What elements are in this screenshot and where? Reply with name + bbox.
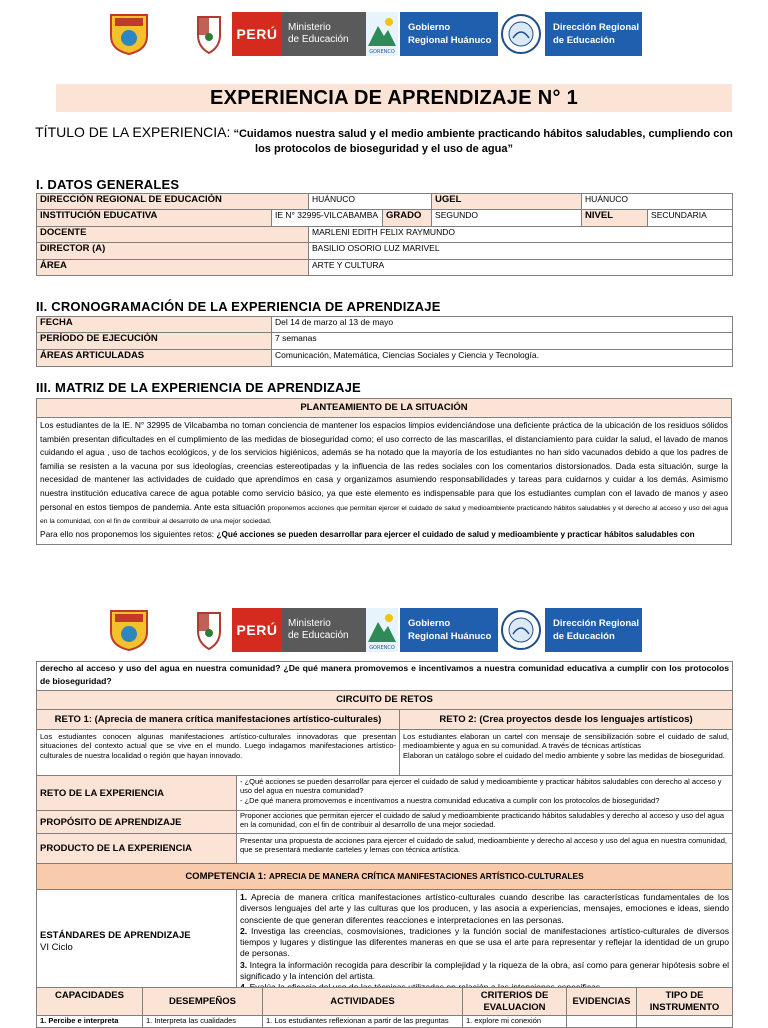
gorenco-logo bbox=[366, 12, 398, 56]
actividad-cell: 1. Los estudiantes reflexionan a partir de las preguntas bbox=[263, 1016, 463, 1028]
logo-strip-2 bbox=[0, 604, 768, 656]
estandares-label: ESTÁNDARES DE APRENDIZAJE VI Ciclo bbox=[37, 890, 237, 995]
retos-continuation: derecho al acceso y uso del agua en nuestra comunidad? ¿De qué manera promovemos e incentivamos a nuestra comunidad educativa a cumplir con los protocolos de bioseguridad? bbox=[37, 662, 733, 691]
gorenco-logo bbox=[366, 608, 398, 652]
svg-text:GORENCO: GORENCO bbox=[369, 645, 395, 651]
regional-seal-icon bbox=[501, 14, 541, 54]
capacidades-table bbox=[36, 987, 733, 1028]
gobierno-regional-logo: Gobierno Regional Huánuco bbox=[400, 12, 498, 56]
planteamiento-text: Los estudiantes de la IE. N° 32995 de Vilcabamba no toman conciencia de mantener los espacios limpios evidenciándose una deficiente práctica de la ubicación de los residuos sólidos también presentan dificultades en el cumplimiento de las medidas de bioseguridad como; el uso correcto de las mascarillas, el distanciamiento para cuidar la salud, el lavado de manos cuidando el agua , uso de tachos ecológicos, y de los servicios higiénicos, además se ha notado que la mayoría de los estudiantes no han sido vacunados debido a que los padres de familia se resisten a la vacuna por sus ideologías, creencias estereotipadas y la influencia de las redes sociales con los comentarios distorsionados. Dada esta situación, surge la necesidad de mantener las actividades de cuidado que aprendimos en casa y organizamos asumiendo responsabilidades y tareas para cuidarnos y cuidar a los demás. Asimismo nuestra institución educativa carece de agua potable como servicio básico, ya que este elemento es indispensable para que los estudiantes cumplan con el lavado de manos y aseo personal en estos tiempos de pandemia. Ante esta situación proponemos acciones que permitan ejercer el cuidado de salud y medioambiente practicando hábitos saludables y el derecho al acceso y uso del agua en la comunidad, con el fin de contribuir al desarrollo de una mejor sociedad. Para ello nos proponemos los siguientes retos: ¿Qué acciones se pueden desarrollar para ejercer el cuidado de salud y medioambiente y practicar hábitos saludables con bbox=[37, 418, 732, 545]
reto-experiencia-label: RETO DE LA EXPERIENCIA bbox=[37, 776, 237, 811]
instrumento-cell bbox=[637, 1016, 733, 1028]
cronogramacion-table: FECHA Del 14 de marzo al 13 de mayo PERÍODO DE EJECUCIÓN 7 semanas ÁREAS ARTICULADAS Comunicación, Matemática, Ciencias Sociales y Ciencia y Tecnología. bbox=[36, 316, 733, 367]
section-heading-datos: I. DATOS GENERALES bbox=[36, 177, 180, 192]
school-shield-icon bbox=[107, 608, 151, 652]
logo-strip bbox=[0, 8, 768, 60]
reto-2-header: RETO 2: (Crea proyectos desde los lenguajes artísticos) bbox=[400, 710, 733, 730]
circuito-header: CIRCUITO DE RETOS bbox=[37, 691, 733, 710]
desempeno-cell: 1. Interpreta las cualidades bbox=[143, 1016, 263, 1028]
matriz-continuation-table bbox=[36, 661, 733, 995]
producto-value: Presentar una propuesta de acciones para ejercer el cuidado de salud, medioambiente y derecho al acceso y uso del agua en nuestra comunidad, que se presentará mediante carteles y lemas con técnica artística. bbox=[237, 834, 733, 864]
direccion-regional-logo: Dirección Regional de Educación bbox=[545, 12, 642, 56]
evidencia-cell bbox=[567, 1016, 637, 1028]
header-criterios: CRITERIOS DE EVALUACION bbox=[463, 988, 567, 1016]
header-capacidades: CAPACIDADES bbox=[37, 988, 143, 1016]
reto-2-text: Los estudiantes elaboran un cartel con mensaje de sensibilización sobre el cuidado de salud, medioambiente y agua en su comunidad. A través de técnicas artísticas Elaboran un catálogo sobre el cuidado del medio ambiente y sobre las medidas de bioseguridad. bbox=[400, 730, 733, 776]
minedu-logo: PERÚ Ministerio de Educación bbox=[232, 12, 366, 56]
school-shield-icon bbox=[107, 12, 151, 56]
regional-seal-icon bbox=[501, 610, 541, 650]
planteamiento-header: PLANTEAMIENTO DE LA SITUACIÓN bbox=[37, 399, 732, 418]
competencia-header: COMPETENCIA 1: APRECIA DE MANERA CRÍTICA MANIFESTACIONES ARTÍSTICO-CULTURALES bbox=[37, 864, 733, 890]
peru-label: PERÚ bbox=[232, 12, 282, 56]
reto-experiencia-value: - ¿Qué acciones se pueden desarrollar para ejercer el cuidado de salud y medioambiente y practicar hábitos saludables con derecho al acceso y uso del agua en nuestra comunidad? - ¿De qué manera promovemos e incentivamos a nuestra comunidad educativa a cumplir con los protocolos de bioseguridad? bbox=[237, 776, 733, 811]
criterio-cell: 1. explore mi conexión bbox=[463, 1016, 567, 1028]
producto-label: PRODUCTO DE LA EXPERIENCIA bbox=[37, 834, 237, 864]
capacidad-cell: 1. Percibe e interpreta bbox=[37, 1016, 143, 1028]
page-2 bbox=[0, 590, 768, 1024]
minedu-logo: PERÚ Ministerio de Educación bbox=[232, 608, 366, 652]
page-title: EXPERIENCIA DE APRENDIZAJE N° 1 bbox=[56, 84, 732, 112]
planteamiento-table bbox=[36, 398, 732, 545]
reto-1-text: Los estudiantes conocen algunas manifestaciones artístico-culturales innovadoras que presentan situaciones del contexto actual que se vive en el mundo. Luego indagamos manifestaciones artístico- culturales de nuestra localidad o región que hayan innovado. bbox=[37, 730, 400, 776]
gorenco-mountain-icon bbox=[366, 608, 398, 652]
section-heading-cronogramacion: II. CRONOGRAMACIÓN DE LA EXPERIENCIA DE APRENDIZAJE bbox=[36, 299, 441, 314]
proposito-label: PROPÓSITO DE APRENDIZAJE bbox=[37, 811, 237, 834]
datos-generales-table: DIRECCIÓN REGIONAL DE EDUCACIÓN HUÁNUCO UGEL HUÁNUCO INSTITUCIÓN EDUCATIVA IE N° 32995-VILCABAMBA GRADO SEGUNDO NIVEL SECUNDARIA DOCENTE MARLENI EDITH FELIX RAYMUNDO DIRECTOR (A) BASILIO OSORIO LUZ MARIVEL ÁREA ARTE Y CULTURA bbox=[36, 193, 733, 276]
proposito-value: Proponer acciones que permitan ejercer el cuidado de salud y medioambiente practicando hábitos saludables y derecho al acceso y uso del agua en la comunidad, con el fin de contribuir al desarrollo de una mejor sociedad. bbox=[237, 811, 733, 834]
reto-1-header: RETO 1: (Aprecia de manera crítica manifestaciones artístico-culturales) bbox=[37, 710, 400, 730]
header-evidencias: EVIDENCIAS bbox=[567, 988, 637, 1016]
header-desempenos: DESEMPEÑOS bbox=[143, 988, 263, 1016]
header-actividades: ACTIVIDADES bbox=[263, 988, 463, 1016]
svg-text:GORENCO: GORENCO bbox=[369, 49, 395, 55]
national-crest-icon bbox=[192, 13, 226, 55]
section-heading-matriz: III. MATRIZ DE LA EXPERIENCIA DE APRENDIZAJE bbox=[36, 380, 361, 395]
estandares-text: 1. Aprecia de manera crítica manifestaciones artístico-culturales cuando describe las características fundamentales de los diversos lenguajes del arte y las culturas que los producen, y las asocia a experiencias, mensajes, emociones e ideas, siendo consciente de que generan diferentes reacciones e interpretaciones en las personas. 2. Investiga las creencias, cosmovisiones, tradiciones y la función social de manifestaciones artístico-culturales de diversos tiempos y lugares y distingue las diferentes maneras en que se usa el arte para representar y reflejar la identidad de un grupo de personas. 3. Integra la información recogida para describir la complejidad y la riqueza de la obra, así como para generar hipótesis sobre el significado y la intención del artista. bbox=[237, 890, 733, 995]
direccion-regional-logo: Dirección Regional de Educación bbox=[545, 608, 642, 652]
gobierno-regional-logo: Gobierno Regional Huánuco bbox=[400, 608, 498, 652]
gorenco-mountain-icon bbox=[366, 12, 398, 56]
experience-title: TÍTULO DE LA EXPERIENCIA: “Cuidamos nuestra salud y el medio ambiente practicando hábitos saludables, cumpliendo con los protocolos de bioseguridad y el uso de agua” bbox=[35, 124, 733, 155]
national-crest-icon bbox=[192, 609, 226, 651]
header-instrumento: TIPO DE INSTRUMENTO bbox=[637, 988, 733, 1016]
